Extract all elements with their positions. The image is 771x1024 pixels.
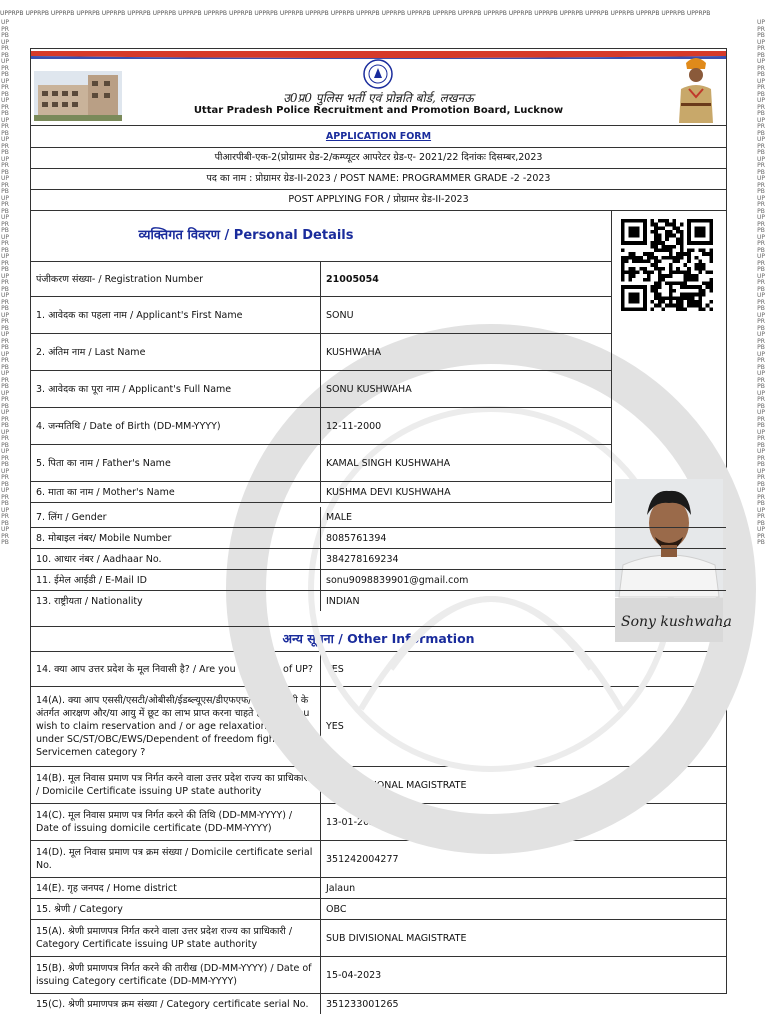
- row-label: 11. ईमेल आईडी / E-Mail ID: [31, 570, 321, 590]
- board-name-hindi: उ0प्र0 पुलिस भर्ती एवं प्रोन्नति बोर्ड, लखनऊ: [283, 91, 474, 105]
- row-value: Jalaun: [326, 882, 356, 894]
- watermark-top: UPPRPB UPPRPB UPPRPB UPPRPB UPPRPB UPPRPB UPPRPB UPPRPB UPPRPB UPPRPB UPPRPB UPPRPB UPPRPB UPPRPB UPPRPB UPPRPB UPPRPB UPPRPB UPPRPB UPPRPB UPPRPB UPPRPB UPPRPB UPPRPB UPPRPB UPPRPB UPPRPB UPPRPB: [0, 10, 711, 17]
- row-value: SONU KUSHWAHA: [321, 371, 612, 407]
- table-row: [31, 957, 726, 994]
- row-value: 8085761394: [326, 532, 387, 544]
- personal-details-heading: व्यक्तिगत विवरण / Personal Details: [31, 211, 612, 262]
- police-officer-icon: [671, 53, 721, 123]
- table-row: [31, 591, 726, 611]
- qr-code-icon: [621, 219, 713, 311]
- row-label: 15(C). श्रेणी प्रमाणपत्र क्रम संख्या / Category certificate serial No.: [31, 994, 321, 1014]
- row-value: YES: [326, 663, 344, 675]
- table-row: [31, 767, 726, 804]
- form-title: APPLICATION FORM: [31, 126, 726, 148]
- row-label: 4. जन्मतिथि / Date of Birth (DD-MM-YYYY): [31, 408, 321, 444]
- table-row: [31, 507, 726, 528]
- row-value: SONU: [321, 297, 612, 333]
- row-value: 351233001265: [326, 998, 399, 1010]
- row-value: MALE: [326, 511, 352, 523]
- row-label: 14. क्या आप उत्तर प्रदेश के मूल निवासी है? / Are you Domicile of UP?: [31, 652, 321, 686]
- table-row: [31, 408, 612, 445]
- row-value: 21005054: [321, 262, 612, 296]
- row-label: 14(C). मूल निवास प्रमाण पत्र निर्गत करने की तिथि (DD-MM-YYYY) / Date of issuing domicile certificate (DD-MM-YYYY): [31, 804, 321, 840]
- row-label: 15(B). श्रेणी प्रमाणपत्र निर्गत करने की तारीख (DD-MM-YYYY) / Date of issuing Category certificate (DD-MM-YYYY): [31, 957, 321, 993]
- row-label: 3. आवेदक का पूरा नाम / Applicant's Full Name: [31, 371, 321, 407]
- post-name-line: पद का नाम : प्रोग्रामर ग्रेड-II-2023 / POST NAME: PROGRAMMER GRADE -2 -2023: [31, 169, 726, 190]
- table-row: [31, 994, 726, 1014]
- row-value: 351242004277: [326, 853, 399, 865]
- row-label: 6. माता का नाम / Mother's Name: [31, 482, 321, 502]
- svg-text:Sony kushwaha: Sony kushwaha: [621, 614, 732, 630]
- table-row: [31, 570, 726, 591]
- application-form: [30, 48, 732, 1010]
- personal-details-section: [31, 211, 732, 630]
- table-row: [31, 297, 612, 334]
- watermark-left: UPPRPBUPPRPBUPPRPBUPPRPBUPPRPBUPPRPBUPPRPBUPPRPBUPPRPBUPPRPBUPPRPBUPPRPBUPPRPBUPPRPBUPPRPBUPPRPBUPPRPBUPPRPBUPPRPBUPPRPBUPPRPBUPPRPBUPPRPBUPPRPBUPPRPBUPPRPBUPPRPB: [1, 19, 10, 546]
- emblem-icon: [363, 59, 393, 89]
- row-value: KAMAL SINGH KUSHWAHA: [321, 445, 612, 481]
- row-value: SUB DIVISIONAL MAGISTRATE: [326, 932, 467, 944]
- row-value: INDIAN: [326, 595, 360, 607]
- row-label: 13. राष्ट्रीयता / Nationality: [31, 591, 321, 611]
- row-label: 5. पिता का नाम / Father's Name: [31, 445, 321, 481]
- table-row: [31, 841, 726, 878]
- row-value: 13-01-2024: [326, 816, 382, 828]
- table-row: [31, 445, 612, 482]
- row-value: KUSHMA DEVI KUSHWAHA: [321, 482, 612, 502]
- row-value: YES: [326, 721, 344, 732]
- row-value: 15-04-2023: [326, 969, 382, 981]
- table-row: [31, 482, 612, 503]
- advertisement-line: पीआरपीबी-एक-2(प्रोग्रामर ग्रेड-2/कम्प्यूटर आपरेटर ग्रेड-ए- 2021/22 दिनांकः दिसम्बर,2023: [31, 148, 726, 169]
- table-row: [31, 262, 612, 297]
- row-value: 384278169234: [326, 553, 399, 565]
- post-applying-line: POST APPLYING FOR / प्रोग्रामर ग्रेड-II-2023: [31, 190, 726, 211]
- row-value: 12-11-2000: [321, 408, 612, 444]
- row-label: 14(A). क्या आप एससी/एसटी/ओबीसी/ईडब्ल्यूएस/डीएफएफ/ईएसएम श्रेणी के अंतर्गत आरक्षण और/या आयु में छूट का लाभ प्राप्त करना चाहते है? / Do you wish to claim reservation and / or age relaxation benefit under SC/ST/OBC/EWS/Dependent of freedom fighter/Ex-Servicemen category ?: [31, 687, 321, 766]
- table-row: [31, 878, 726, 899]
- row-label: 1. आवेदक का पहला नाम / Applicant's First Name: [31, 297, 321, 333]
- watermark-right: UPPRPBUPPRPBUPPRPBUPPRPBUPPRPBUPPRPBUPPRPBUPPRPBUPPRPBUPPRPBUPPRPBUPPRPBUPPRPBUPPRPBUPPRPBUPPRPBUPPRPBUPPRPBUPPRPBUPPRPBUPPRPBUPPRPBUPPRPBUPPRPBUPPRPBUPPRPBUPPRPB: [757, 19, 766, 546]
- table-row: [31, 652, 726, 687]
- board-name-english: Uttar Pradesh Police Recruitment and Promotion Board, Lucknow: [193, 105, 564, 116]
- table-row: [31, 371, 612, 408]
- other-information-heading: अन्य सूचना / Other Information: [31, 627, 726, 652]
- row-label: 10. आधार नंबर / Aadhaar No.: [31, 549, 321, 569]
- row-label: 14(B). मूल निवास प्रमाण पत्र निर्गत करने वाला उत्तर प्रदेश राज्य का प्राधिकारी / Domicile Certificate issuing UP state authority: [31, 767, 321, 803]
- row-label: 14(D). मूल निवास प्रमाण पत्र क्रम संख्या / Domicile certificate serial No.: [31, 841, 321, 877]
- row-value: KUSHWAHA: [321, 334, 612, 370]
- header-banner: [31, 49, 726, 126]
- row-value: sonu9098839901@gmail.com: [326, 574, 469, 586]
- table-row: [31, 920, 726, 957]
- row-label: 15(A). श्रेणी प्रमाणपत्र निर्गत करने वाला उत्तर प्रदेश राज्य का प्राधिकारी / Category Certificate issuing UP state authority: [31, 920, 321, 956]
- row-label: 14(E). गृह जनपद / Home district: [31, 878, 321, 898]
- row-label: 2. अंतिम नाम / Last Name: [31, 334, 321, 370]
- row-value: SUB DIVISIONAL MAGISTRATE: [326, 779, 467, 791]
- banner-stripe: [31, 51, 726, 59]
- table-row: [31, 528, 726, 549]
- row-label: पंजीकरण संख्या- / Registration Number: [31, 262, 321, 296]
- row-label: 8. मोबाइल नंबर/ Mobile Number: [31, 528, 321, 548]
- row-value: OBC: [326, 903, 347, 915]
- table-row: [31, 899, 726, 920]
- table-row: [31, 804, 726, 841]
- table-row: [31, 549, 726, 570]
- row-label: 7. लिंग / Gender: [31, 507, 321, 527]
- table-row: [31, 334, 612, 371]
- table-row: [31, 687, 726, 767]
- row-label: 15. श्रेणी / Category: [31, 899, 321, 919]
